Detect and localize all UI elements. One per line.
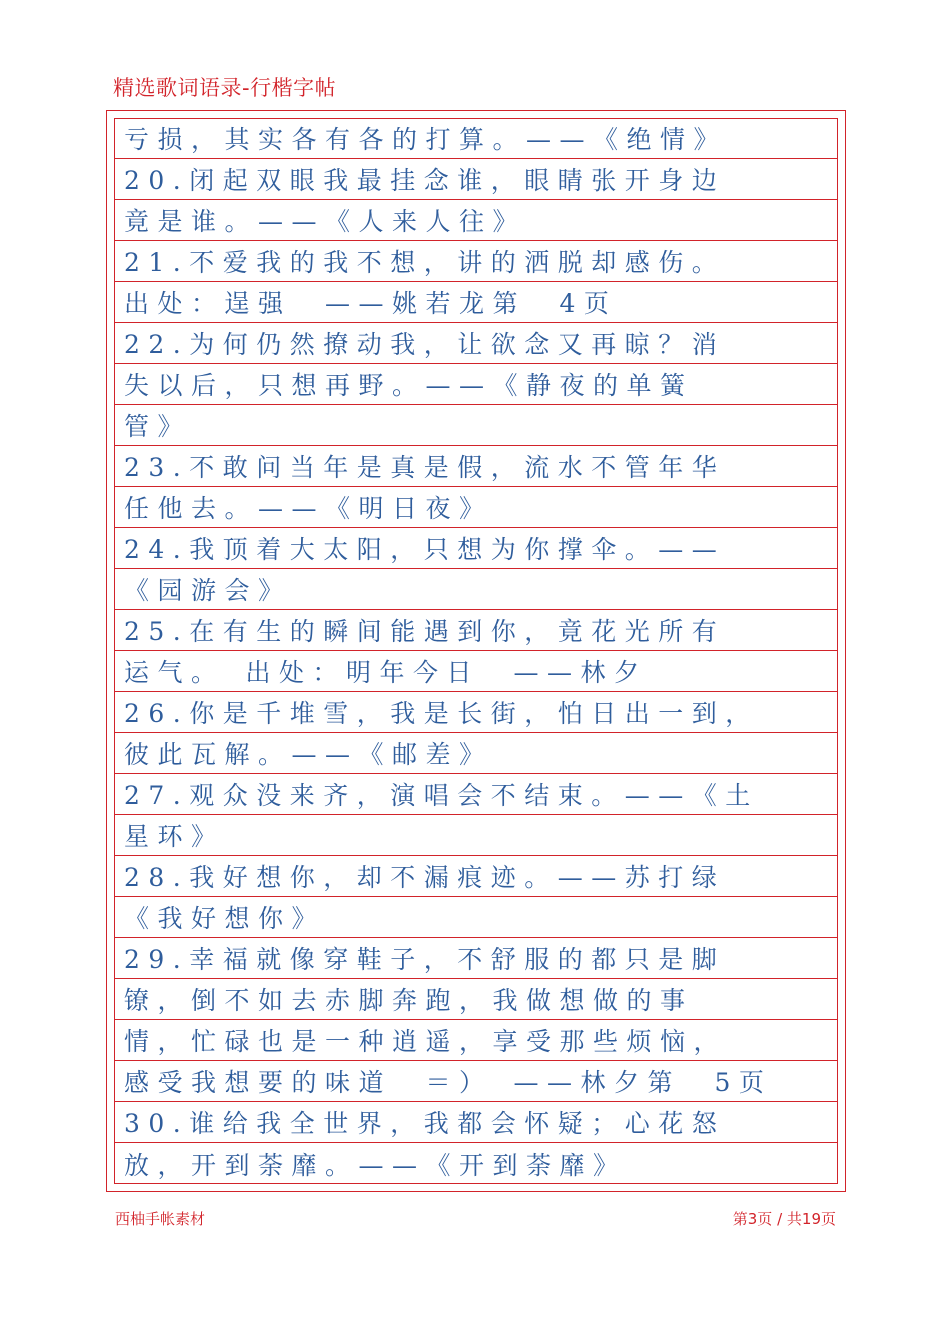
practice-line-12: 《园游会》: [114, 569, 838, 610]
page-title: 精选歌词语录-行楷字帖: [113, 76, 337, 100]
practice-line-2: 20.闭起双眼我最挂念谁，眼睛张开身边: [114, 159, 838, 200]
practice-line-6: 22.为何仍然撩动我，让欲念又再晾？消: [114, 323, 838, 364]
practice-line-4: 21.不爱我的我不想，讲的洒脱却感伤。: [114, 241, 838, 282]
practice-line-25: 30.谁给我全世界，我都会怀疑；心花怒: [114, 1102, 838, 1143]
footer-source: 西柚手帐素材: [115, 1210, 206, 1228]
practice-line-7: 失以后，只想再野。——《静夜的单簧: [114, 364, 838, 405]
practice-line-26: 放，开到荼靡。——《开到荼靡》: [124, 1151, 627, 1180]
practice-line-15: 26.你是千堆雪，我是长街，怕日出一到，: [114, 692, 838, 733]
practice-line-22: 镣，倒不如去赤脚奔跑，我做想做的事: [114, 979, 838, 1020]
lyrics-practice-grid: [114, 118, 838, 1184]
practice-line-11: 24.我顶着大太阳，只想为你撑伞。——: [114, 528, 838, 569]
practice-line-17: 27.观众没来齐，演唱会不结束。——《土: [114, 774, 838, 815]
practice-line-19: 28.我好想你，却不漏痕迹。——苏打绿: [114, 856, 838, 897]
practice-line-3: 竟是谁。——《人来人往》: [114, 200, 838, 241]
practice-line-23: 情，忙碌也是一种逍遥，享受那些烦恼，: [114, 1020, 838, 1061]
practice-line-1: 亏损，其实各有各的打算。——《绝情》: [114, 118, 838, 159]
practice-line-21: 29.幸福就像穿鞋子，不舒服的都只是脚: [114, 938, 838, 979]
practice-line-10: 任他去。——《明日夜》: [114, 487, 838, 528]
practice-line-14: 运气。 出处：明年今日 ——林夕: [114, 651, 838, 692]
practice-line-24: 感受我想要的味道 ＝） ——林夕第 5页: [114, 1061, 838, 1102]
practice-line-20: 《我好想你》: [114, 897, 838, 938]
practice-line-18: 星环》: [114, 815, 838, 856]
practice-line-5: 出处：逞强 ——姚若龙第 4页: [114, 282, 838, 323]
practice-line-16: 彼此瓦解。——《邮差》: [114, 733, 838, 774]
practice-line-13: 25.在有生的瞬间能遇到你，竟花光所有: [114, 610, 838, 651]
practice-line-8: 管》: [114, 405, 838, 446]
practice-line-9: 23.不敢问当年是真是假，流水不管年华: [114, 446, 838, 487]
page-number: 第3页 / 共19页: [732, 1210, 836, 1228]
